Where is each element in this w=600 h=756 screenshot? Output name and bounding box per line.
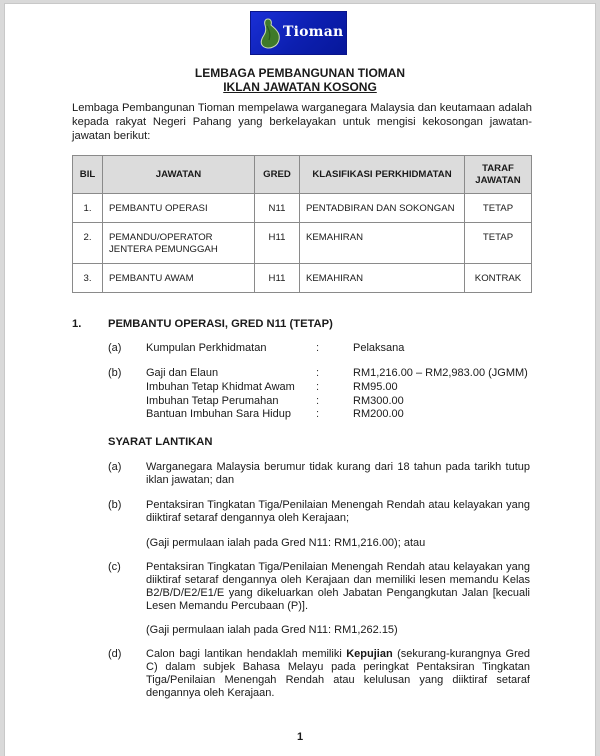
detail-value: RM200.00 xyxy=(353,408,404,420)
cell-jawatan: PEMANDU/OPERATOR JENTERA PEMUNGGAH xyxy=(103,223,255,264)
section-title: PEMBANTU OPERASI, GRED N11 (TETAP) xyxy=(108,318,333,330)
table-row xyxy=(73,194,532,223)
requirement-marker: (c) xyxy=(108,561,121,573)
detail-colon: : xyxy=(316,367,320,379)
detail-colon: : xyxy=(316,408,320,420)
header-bil: BIL xyxy=(73,156,103,194)
detail-colon: : xyxy=(316,342,320,354)
requirement-marker: (a) xyxy=(108,461,122,473)
requirement-marker: (b) xyxy=(108,499,122,511)
cell-taraf: KONTRAK xyxy=(465,264,532,293)
detail-label: Kumpulan Perkhidmatan xyxy=(146,342,267,354)
cell-klasifikasi: KEMAHIRAN xyxy=(300,264,465,293)
header-taraf: TARAF JAWATAN xyxy=(465,156,532,194)
vacancy-table xyxy=(72,155,532,293)
requirement-marker: (d) xyxy=(108,648,122,660)
cell-gred: H11 xyxy=(255,223,300,264)
detail-value: RM95.00 xyxy=(353,381,398,393)
detail-label: Imbuhan Tetap Perumahan xyxy=(146,395,279,407)
detail-value: RM1,216.00 – RM2,983.00 (JGMM) xyxy=(353,367,528,379)
detail-value: Pelaksana xyxy=(353,342,405,354)
document-title: IKLAN JAWATAN KOSONG xyxy=(223,80,377,94)
detail-marker: (a) xyxy=(108,342,122,354)
island-icon xyxy=(259,18,281,50)
requirement-text-part: Calon bagi lantikan hendaklah memiliki xyxy=(146,648,347,660)
cell-bil: 2. xyxy=(73,223,103,264)
table-row xyxy=(73,264,532,293)
requirement-text: Pentaksiran Tingkatan Tiga/Penilaian Menengah Rendah atau kelayakan yang diiktiraf setaraf dengannya oleh Kerajaan; xyxy=(146,499,530,524)
cell-klasifikasi: KEMAHIRAN xyxy=(300,223,465,264)
header-klasifikasi: KLASIFIKASI PERKHIDMATAN xyxy=(300,156,465,194)
table-header-row xyxy=(73,156,532,194)
requirement-text xyxy=(146,648,530,700)
cell-jawatan: PEMBANTU AWAM xyxy=(103,264,255,293)
detail-value: RM300.00 xyxy=(353,395,404,407)
requirement-text-part: (sekurang-kurangnya Gred C) dalam subjek Bahasa Melayu pada peringkat Pentaksiran Tingkatan Tiga/Penilaian Menengah Rendah atau kelulusan yang diiktiraf setaraf dengannya oleh Kerajaan. xyxy=(146,648,530,699)
detail-label: Imbuhan Tetap Khidmat Awam xyxy=(146,381,295,393)
cell-gred: N11 xyxy=(255,194,300,223)
table-row xyxy=(73,223,532,264)
detail-colon: : xyxy=(316,381,320,393)
requirement-text: Pentaksiran Tingkatan Tiga/Penilaian Menengah Rendah atau kelayakan yang diiktiraf setaraf dengannya oleh Kerajaan dan memiliki lesen memandu Kelas B2/B/D/E2/E1/E yang dikeluarkan oleh Jabatan Pengangkutan Jalan [kecuali Lesen Memandu Percubaan (P)]. xyxy=(146,561,530,612)
requirement-salary-note: (Gaji permulaan ialah pada Gred N11: RM1,262.15) xyxy=(146,624,398,636)
requirements-title: SYARAT LANTIKAN xyxy=(108,436,213,448)
detail-label: Gaji dan Elaun xyxy=(146,367,219,379)
cell-jawatan: PEMBANTU OPERASI xyxy=(103,194,255,223)
header-gred: GRED xyxy=(255,156,300,194)
cell-gred: H11 xyxy=(255,264,300,293)
tioman-logo xyxy=(250,11,347,55)
cell-klasifikasi: PENTADBIRAN DAN SOKONGAN xyxy=(300,194,465,223)
cell-bil: 1. xyxy=(73,194,103,223)
detail-label: Bantuan Imbuhan Sara Hidup xyxy=(146,408,291,420)
detail-colon: : xyxy=(316,395,320,407)
cell-bil: 3. xyxy=(73,264,103,293)
section-number: 1. xyxy=(72,318,82,330)
organization-title: LEMBAGA PEMBANGUNAN TIOMAN xyxy=(194,66,406,80)
cell-taraf: TETAP xyxy=(465,223,532,264)
header-jawatan: JAWATAN xyxy=(103,156,255,194)
requirement-text: Warganegara Malaysia berumur tidak kurang dari 18 tahun pada tarikh tutup iklan jawatan; dan xyxy=(146,461,530,486)
logo-text: Tioman xyxy=(283,24,344,40)
cell-taraf: TETAP xyxy=(465,194,532,223)
page-number: 1 xyxy=(296,731,304,743)
requirement-emphasis: Kepujian xyxy=(346,648,393,660)
requirement-salary-note: (Gaji permulaan ialah pada Gred N11: RM1,216.00); atau xyxy=(146,537,426,549)
detail-marker: (b) xyxy=(108,367,122,379)
intro-paragraph: Lembaga Pembangunan Tioman mempelawa warganegara Malaysia dan keutamaan adalah kepada rakyat Negeri Pahang yang berkelayakan untuk mengisi kekosongan jawatan-jawatan berikut: xyxy=(72,102,532,142)
